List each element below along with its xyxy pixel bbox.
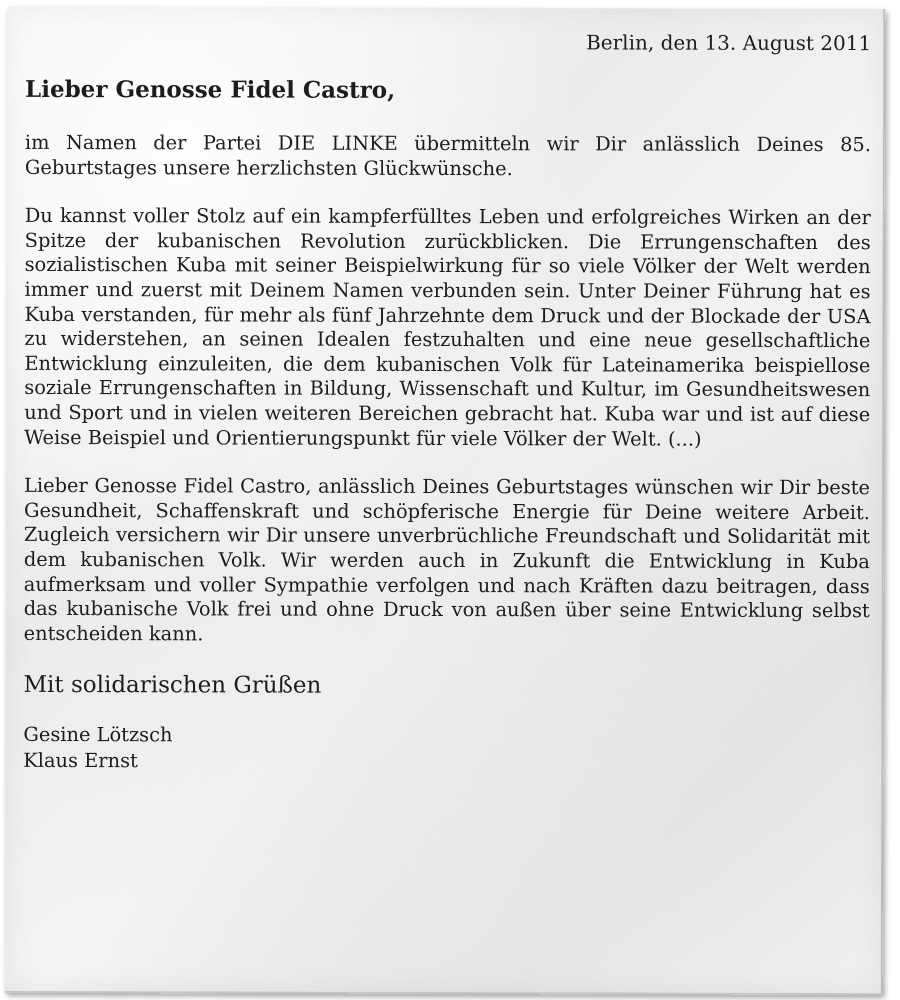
paragraph-tribute: Du kannst voller Stolz auf ein kampferfülltes Leben und erfolgreiches Wirken an der Spitze der kubanischen Revolution zurückblicken. Die Errungenschaften des sozialistischen Kuba mit seiner Beispielwirkung für so viele Völker der Welt werden immer und zuerst mit Deinem Namen verbunden sein. Unter Deiner Führung hat es Kuba verstanden, für mehr als fünf Jahrzehnte dem Druck und der Blockade der USA zu widerstehen, an seinen Idealen festzuhalten und eine neue gesellschaftliche Entwicklung einzuleiten, die dem kubanischen Volk für Lateinamerika beispiellose soziale Errungenschaften in Bildung, Wissenschaft und Kultur, im Gesundheitswesen und Sport und in vielen weiteren Bereichen gebracht hat. Kuba war und ist auf diese Weise Beispiel und Orientierungspunkt für viele Völker der Welt. (...)	[24, 204, 871, 451]
paragraph-wishes: Lieber Genosse Fidel Castro, anlässlich Deines Geburtstages wünschen wir Dir beste Gesundheit, Schaffenskraft und schöpferische Energie für Deine weitere Arbeit. Zugleich versichern wir Dir unsere unverbrüchliche Freundschaft und Solidarität mit dem kubanischen Volk. Wir werden auch in Zukunft die Entwicklung in Kuba aufmerksam und voller Sympathie verfolgen und nach Kräften dazu beitragen, dass das kubanische Volk frei und ohne Druck von außen über seine Entwicklung selbst entscheiden kann.	[23, 474, 871, 646]
letter-closing: Mit solidarischen Grüßen	[23, 672, 322, 699]
letter-salutation: Lieber Genosse Fidel Castro,	[25, 75, 396, 104]
signer-name: Klaus Ernst	[23, 749, 138, 773]
letter-sheet	[5, 7, 886, 995]
signer-name: Gesine Lötzsch	[23, 723, 173, 747]
paragraph-greeting: im Namen der Partei DIE LINKE übermitteln wir Dir anlässlich Deines 85. Geburtstages unsere herzlichsten Glückwünsche.	[24, 130, 871, 180]
letter-body	[23, 27, 871, 776]
letter-date: Berlin, den 13. August 2011	[586, 30, 872, 56]
